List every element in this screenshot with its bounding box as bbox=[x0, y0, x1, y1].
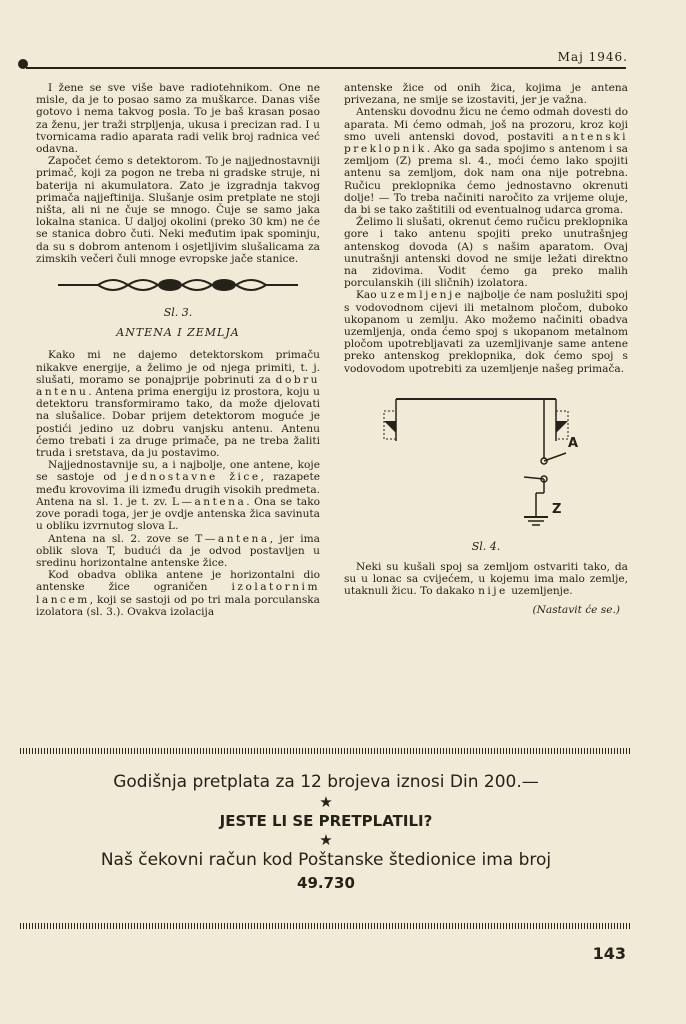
hatched-divider bbox=[20, 748, 632, 754]
paragraph: I žene se sve više bave radiotehnikom. One ne misle, da je to posao samo za muškarce. Danas više gotovo i nema takvog posla. To je baš krasan posao za ženu, jer traži strpljenja, ukusa i precizan rad. I u tvornicama radio aparata radi velik broj radnica već odavna. bbox=[36, 82, 320, 156]
issue-date: Maj 1946. bbox=[557, 50, 628, 64]
left-column bbox=[36, 82, 320, 618]
antenna-switch-diagram bbox=[376, 381, 596, 531]
paragraph: Kako mi ne dajemo detektorskom primaču nikakve energije, a želimo je od njega primiti, t. j. slušati, moramo se ponajprije pobrinuti za dobru antenu. Antena prima energiju iz prostora, koju u detektoru transformiramo tako, da može djelovati na slušalice. Dobar prijem detektorom moguće je postići jedino uz dobru vanjsku antenu. Antenu ćemo trebati i za druge primače, pa ne treba žaliti truda i sretstava, da ju postavimo. bbox=[36, 349, 320, 460]
paragraph: Antensku dovodnu žicu ne ćemo odmah dovesti do aparata. Mi ćemo odmah, još na prozoru, kroz koji smo uveli antenski dovod, postaviti antenski preklopnik. Ako ga sada spojimo s antenom i sa zemljom (Z) prema sl. 4., moći ćemo lako spojiti antenu sa zemljom, dok nam ona nije potrebna. Ručicu preklopnika ćemo jednostavno okrenuti dolje! — To treba načiniti naročito za vrijeme oluje, da bi se tako zaštitili od eventualnog udarca groma. bbox=[344, 106, 628, 217]
insulator-chain-illustration bbox=[58, 273, 298, 297]
paragraph: Želimo li slušati, okrenut ćemo ručicu preklopnika gore i tako antenu spojiti preko unutrašnjeg antenskog dovoda (A) s našim aparatom. Ovaj unutrašnji antenski dovod ne smije ležati direktno na zidovima. Vodit ćemo ga preko malih porculanskih (ili sličnih) izolatora. bbox=[344, 216, 628, 290]
subscription-price: Godišnja pretplata za 12 brojeva iznosi Din 200.— bbox=[113, 772, 539, 792]
page-number: 143 bbox=[592, 944, 626, 963]
paragraph: Antena na sl. 2. zove se T—antena, jer ima oblik slova T, budući da je odvod postavljen u sredinu horizontalne antenske žice. bbox=[36, 532, 320, 569]
account-number: 49.730 bbox=[297, 874, 355, 892]
diagram-label-z: Z bbox=[552, 501, 562, 517]
account-info: Naš čekovni račun kod Poštanske štedionice ima broj bbox=[100, 850, 552, 870]
paragraph: Započet ćemo s detektorom. To je najjednostavniji primač, koji za pogon ne treba ni gradske struje, ni baterija ni akumulatora. Zato je izgradnja takvog primača najjeftinija. Slušanje osim pretplate ne stoji ništa, ali ni ne čuje se mnogo. Čuje se samo jaka lokalna stanica. U daljoj okolini (preko 30 km) ne će se stanica dobro čuti. Neki međutim ipak spominju, da su s dobrom antenom i osjetljivim slušalicama za zimskih večeri čuli mnoge evropske jače stanice. bbox=[36, 155, 320, 265]
figure-caption: Sl. 3. bbox=[163, 306, 193, 320]
paragraph: Kao uzemljenje najbolje će nam poslužiti spoj s vodovodnom cijevi ili metalnom pločom, duboko ukopanom u zemlju. Ako možemo načiniti obadva uzemljenja, onda ćemo spoj s ukopanom metalnom pločom upotrebljavati za uzemljivanje same antene preko antenskog preklopnika, dok ćemo spoj s vodovodom upotrebiti za uzemljenje našeg primača. bbox=[344, 289, 628, 375]
continued-note: (Nastavit će se.) bbox=[532, 603, 620, 616]
subscription-question: JESTE LI SE PRETPLATILI? bbox=[219, 812, 433, 830]
hatched-divider bbox=[20, 923, 632, 929]
subscription-notice bbox=[20, 772, 632, 892]
paragraph: Kod obadva oblika antene je horizontalni dio antenske žice ograničen izolatornim lancem, koji se sastoji od po tri mala porculanska izolatora (sl. 3.). Ovakva izolacija bbox=[36, 569, 320, 618]
section-title: ANTENA I ZEMLJA bbox=[116, 326, 240, 340]
star-icon: ★ bbox=[319, 831, 333, 849]
right-column bbox=[344, 82, 628, 616]
figure-caption: Sl. 4. bbox=[471, 539, 501, 553]
star-icon: ★ bbox=[319, 793, 333, 811]
paragraph: antenske žice od onih žica, kojima je antena privezana, ne smije se izostaviti, jer je važna. bbox=[344, 82, 628, 107]
paragraph: Neki su kušali spoj sa zemljom ostvariti tako, da su u lonac sa cvijećem, u kojemu ima malo zemlje, utaknuli žicu. To dakako nije uzemljenje. bbox=[344, 561, 628, 598]
paragraph: Najjednostavnije su, a i najbolje, one antene, koje se sastoje od jednostavne žice, razapete među krovovima ili između drugih visokih predmeta. Antena na sl. 1. je t. zv. L—antena. Ona se tako zove poradi toga, jer je ovdje antenska žica savinuta u obliku izvrnutog slova L. bbox=[36, 459, 320, 533]
diagram-label-a: A bbox=[568, 435, 579, 451]
header-rule bbox=[26, 67, 626, 69]
